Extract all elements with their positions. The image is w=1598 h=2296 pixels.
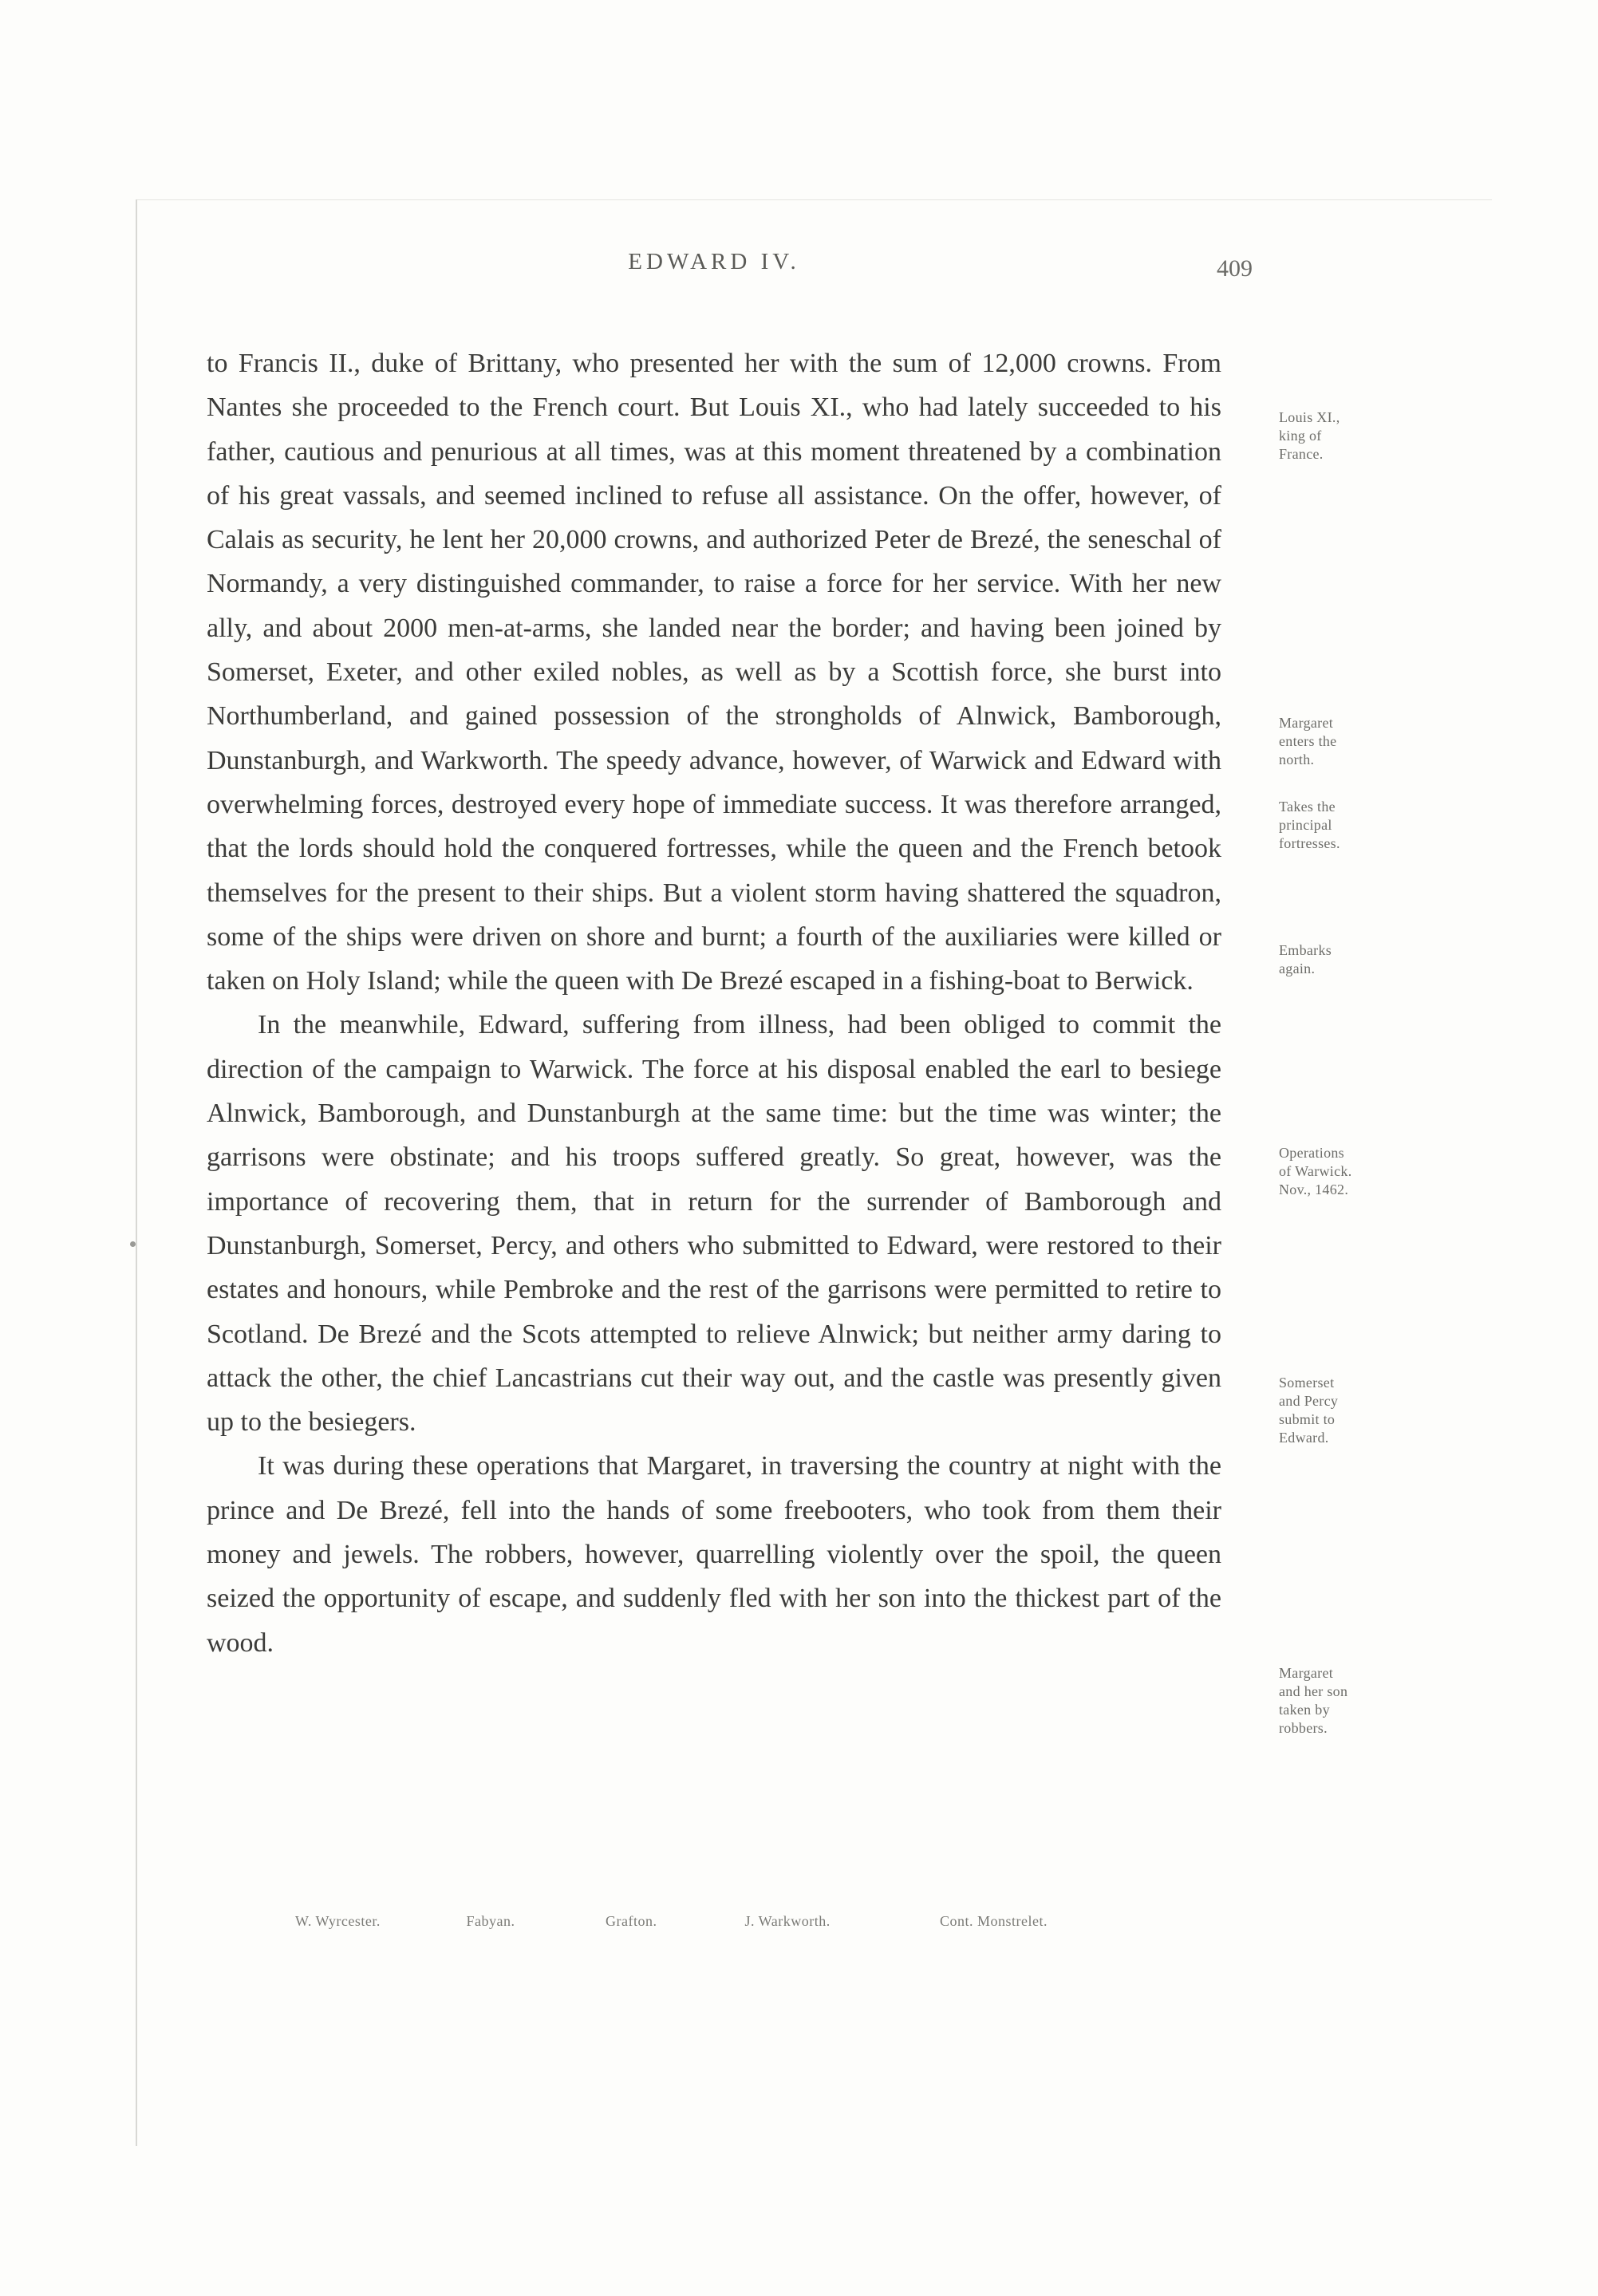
footnote-sources [295,1913,1173,1930]
marginal-note-embarks: Embarks again. [1279,942,1332,976]
marginal-note-warwick: Operations of Warwick. Nov., 1462. [1279,1145,1352,1197]
source-2: Fabyan. [466,1913,515,1929]
page-header [0,249,1598,297]
paragraph-2: In the meanwhile, Edward, suffering from illness, had been obliged to commit the direction of the campaign to Warwick. The force at his disposal enabled the earl to besiege Alnwick, Bamborough, and Dunstanburgh at the same time: but the time was winter; the garrisons were obstinate; and his troops suffered greatly. So great, however, was the importance of recovering them, that in return for the surrender of Bamborough and Dunstanburgh, Somerset, Percy, and others who submitted to Edward, were restored to their estates and honours, while Pembroke and the rest of the garrisons were permitted to retire to Scotland. De Brezé and the Scots attempted to relieve Alnwick; but neither army daring to attack the other, the chief Lancastrians cut their way out, and the castle was presently given up to the besiegers. [207,1010,1221,1438]
running-head: EDWARD IV. [628,249,800,274]
page-number: 409 [1217,255,1253,282]
marginal-note-margaret-north: Margaret enters the north. [1279,715,1337,767]
marginal-note-somerset: Somerset and Percy submit to Edward. [1279,1375,1339,1446]
marginal-note-fortresses: Takes the principal fortresses. [1279,799,1340,851]
source-1: W. Wyrcester. [295,1913,381,1929]
paragraph-3: It was during these operations that Margaret, in traversing the country at night with the prince and De Brezé, fell into the hands of some freebooters, who took from them their money and jewels. The robbers, however, quarrelling violently over the spoil, the queen seized the opportunity of escape, and suddenly fled with her son into the thickest part of the wood. [207,1451,1221,1658]
page-frame-top-rule [136,199,1492,200]
margin-mark [130,1241,136,1247]
source-4: J. Warkworth. [744,1913,831,1929]
page-frame-left-rule [136,199,137,2146]
paragraph-1: to Francis II., duke of Brittany, who presented her with the sum of 12,000 crowns. From Nantes she proceeded to the French court. But Louis XI., who had lately succeeded to his father, cautious and penurious at all times, was at this moment threatened by a combination of his great vassals, and seemed inclined to refuse all assistance. On the offer, however, of Calais as security, he lent her 20,000 crowns, and authorized Peter de Brezé, the seneschal of Normandy, a very distinguished commander, to raise a force for her service. With her new ally, and about 2000 men-at-arms, she landed near the border; and having been joined by Somerset, Exeter, and other exiled nobles, as well as by a Scottish force, she burst into Northumberland, and gained possession of the strongholds of Alnwick, Bamborough, Dunstanburgh, and Warkworth. The speedy advance, however, of Warwick and Edward with overwhelming forces, destroyed every hope of immediate success. It was therefore arranged, that the lords should hold the conquered fortresses, while the queen and the French betook themselves for the present to their ships. But a violent storm having shattered the squadron, some of the ships were driven on shore and burnt; a fourth of the auxiliaries were killed or taken on Holy Island; while the queen with De Brezé escaped in a fishing-boat to Berwick. [207,349,1221,996]
source-3: Grafton. [606,1913,657,1929]
body-text [207,341,1221,1665]
marginal-note-louis: Louis XI., king of France. [1279,409,1340,462]
source-5: Cont. Monstrelet. [940,1913,1048,1929]
marginal-note-robbers: Margaret and her son taken by robbers. [1279,1665,1348,1736]
